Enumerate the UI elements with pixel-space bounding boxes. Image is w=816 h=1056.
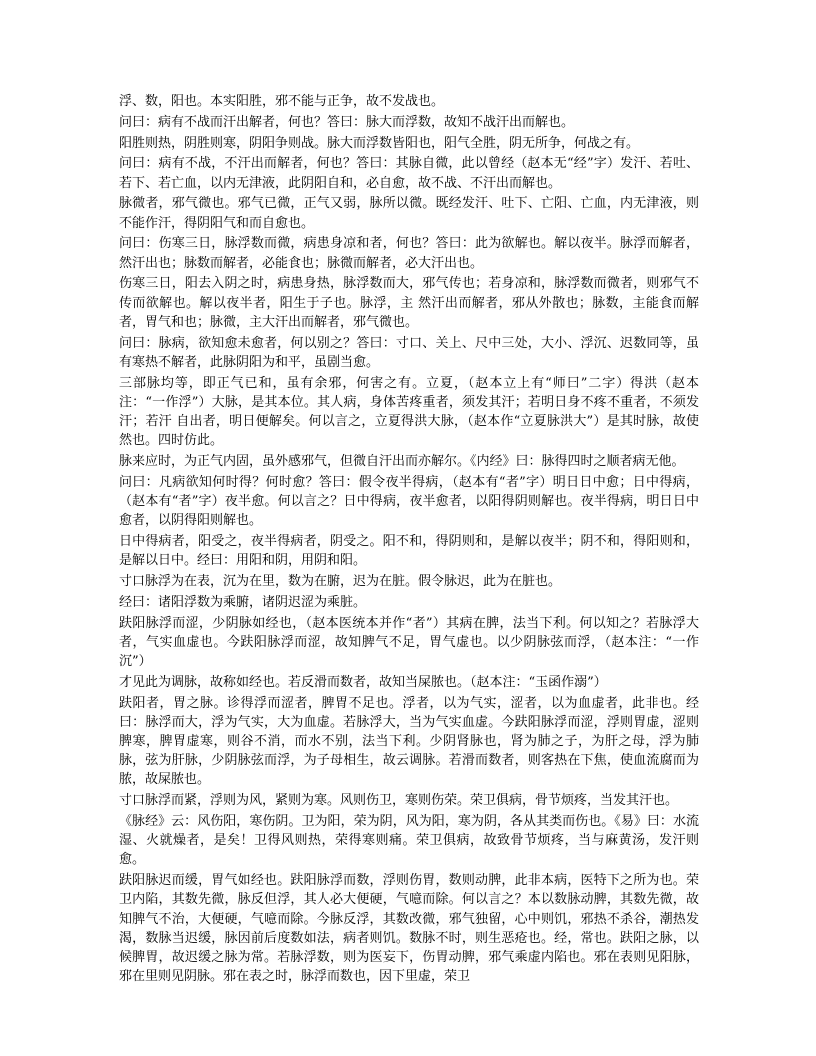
paragraph: 寸口脉浮而紧，浮则为风，紧则为寒。风则伤卫，寒则伤荣。荣卫俱病，骨节烦疼，当发其汗也。 bbox=[119, 793, 679, 809]
paragraph: 脉来应时，为正气内固，虽外感邪气，但微自汗出而亦解尔。《内经》曰：脉得四时之顺者病无他。 bbox=[119, 454, 685, 469]
paragraph: 日中得病者，阳受之，夜半得病者，阴受之。阳不和，得阴则和，是解以夜半；阴不和，得阳则和，是解以日中。经曰：用阳和阴，用阴和阳。 bbox=[119, 534, 699, 569]
paragraph: 问曰：脉病，欲知愈未愈者，何以别之？答曰：寸口、关上、尺中三处，大小、浮沉、迟数同等，虽有寒热不解者，此脉阴阳为和平，虽剧当愈。 bbox=[119, 335, 699, 370]
document-page bbox=[119, 92, 699, 988]
paragraph: 问曰：凡病欲知何时得？何时愈？答曰：假令夜半得病，（赵本有“者”字）明日日中愈；日中得病，（赵本有“者”字）夜半愈。何以言之？日中得病，夜半愈者，以阳得阴则解也。夜半得病，明日日中愈者，以阴得阳则解也。 bbox=[119, 474, 699, 529]
paragraph: 问曰：病有不战，不汗出而解者，何也？答曰：其脉自微，此以曾经（赵本无“经”字）发汗、若吐、若下、若亡血，以内无津液，此阴阳自和，必自愈，故不战、不汗出而解也。 bbox=[119, 156, 699, 191]
paragraph: 趺阳脉迟而缓，胃气如经也。趺阳脉浮而数，浮则伤胃，数则动脾，此非本病，医特下之所为也。荣卫内陷，其数先微，脉反但浮，其人必大便硬，气噫而除。何以言之？本以数脉动脾，其数先微，故知脾气不治，大便硬，气噫而除。今脉反浮，其数改微，邪气独留，心中则饥，邪热不杀谷，潮热发渴，数脉当迟缓，脉因前后度数如法，病者则饥。数脉不时，则生恶疮也。经，常也。趺阳之脉，以候脾胃，故迟缓之脉为常。若脉浮数，则为医妄下，伤胃动脾，邪气乘虚内陷也。邪在表则见阳脉，邪在里则见阴脉。邪在表之时，脉浮而数也，因下里虚，荣卫 bbox=[119, 873, 699, 985]
paragraph: 问曰：病有不战而汗出解者，何也？答曰：脉大而浮数，故知不战汗出而解也。 bbox=[119, 114, 575, 130]
paragraph: 三部脉均等，即正气已和，虽有余邪，何害之有。立夏，（赵本立上有“师曰”二字）得洪（赵本注：“一作浮”）大脉，是其本位。其人病，身体苦疼重者，须发其汗；若明日身不疼不重者，不须发汗；若汗 自出者，明日便解矣。何以言之，立夏得洪大脉，（赵本作“立夏脉洪大”）是其时脉，故使然也。四时仿此。 bbox=[119, 375, 699, 449]
paragraph: 浮、数，阳也。本实阳胜，邪不能与正争，故不发战也。 bbox=[119, 94, 445, 109]
paragraph: 趺阳者，胃之脉。诊得浮而涩者，脾胃不足也。浮者，以为气实，涩者，以为血虚者，此非也。经曰：脉浮而大，浮为气实，大为血虚。若脉浮大，当为气实血虚。今趺阳脉浮而涩，浮则胃虚，涩则脾寒，脾胃虚寒，则谷不消，而水不别，法当下利。少阴肾脉也，肾为肺之子，为肝之母，浮为肺脉，弦为肝脉，少阴脉弦而浮，为子母相生，故云调脉。若滑而数者，则客热在下焦，使血流腐而为脓，故屎脓也。 bbox=[119, 695, 699, 788]
paragraph: 经曰：诸阳浮数为乘腑，诸阴迟涩为乘脏。 bbox=[119, 594, 367, 610]
paragraph: 问曰：伤寒三日，脉浮数而微，病患身凉和者，何也？答曰：此为欲解也。解以夜半。脉浮而解者，然汗出也；脉数而解者，必能食也；脉微而解者，必大汗出也。 bbox=[119, 236, 699, 271]
paragraph: 寸口脉浮为在表，沉为在里，数为在腑，迟为在脏。假令脉迟，此为在脏也。 bbox=[119, 574, 562, 589]
paragraph: 阳胜则热，阴胜则寒，阴阳争则战。脉大而浮数皆阳也，阳气全胜，阴无所争，何战之有。 bbox=[119, 135, 640, 151]
paragraph: 才见此为调脉，故称如经也。若反滑而数者，故知当屎脓也。（赵本注：“玉函作溺”） bbox=[119, 674, 607, 690]
paragraph: 脉微者，邪气微也。邪气已微，正气又弱，脉所以微。既经发汗、吐下、亡阳、亡血，内无津液，则不能作汗，得阴阳气和而自愈也。 bbox=[119, 196, 699, 231]
paragraph: 伤寒三日，阳去入阴之时，病患身热，脉浮数而大，邪气传也；若身凉和，脉浮数而微者，则邪气不传而欲解也。解以夜半者，阳生于子也。脉浮，主 然汗出而解者，邪从外散也；脉数，主能食而解者，胃气和也；脉微，主大汗出而解者，邪气微也。 bbox=[119, 276, 699, 330]
paragraph: 趺阳脉浮而涩，少阴脉如经也，（赵本医统本并作“者”）其病在脾，法当下利。何以知之？若脉浮大者，气实血虚也。今趺阳脉浮而涩，故知脾气不足，胃气虚也。以少阴脉弦而浮，（赵本注：“一作沉”） bbox=[119, 615, 699, 669]
paragraph: 《脉经》云：风伤阳，寒伤阴。卫为阳，荣为阴，风为阳，寒为阴，各从其类而伤也。《易》曰：水流湿、火就燥者，是矣！卫得风则热，荣得寒则痛。荣卫俱病，故致骨节烦疼，当与麻黄汤，发汗则愈。 bbox=[119, 814, 699, 868]
